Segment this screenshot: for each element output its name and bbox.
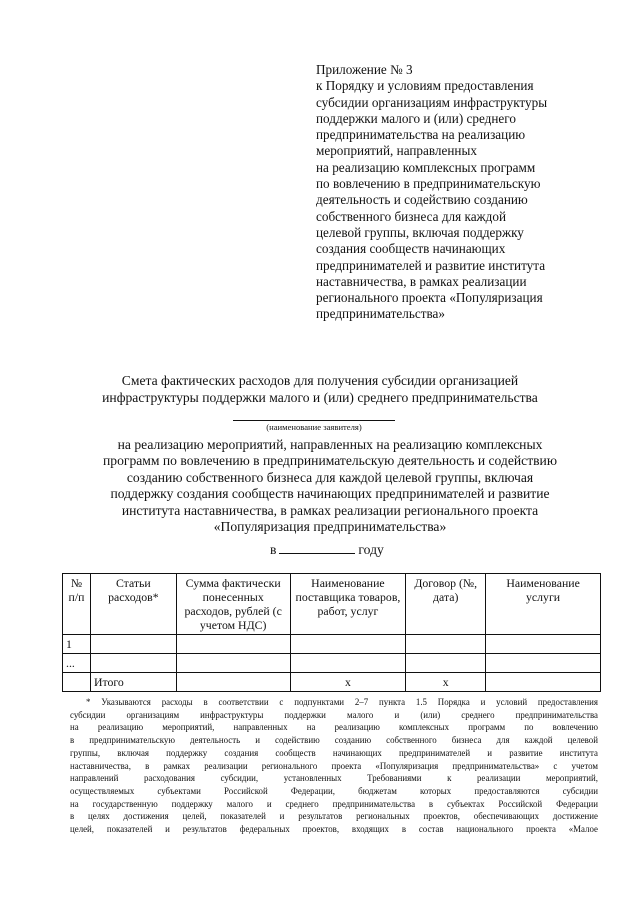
table-cell[interactable] [486, 654, 601, 673]
title-line-2: инфраструктуры поддержки малого и (или) среднего предпринимательства [102, 389, 538, 405]
expense-table [62, 573, 601, 692]
appendix-line: регионального проекта «Популяризация [316, 290, 543, 306]
footnote-line: наставничества, в рамках реализации регионального проекта «Популяризация предпринимательства» с учетом [70, 760, 598, 771]
total-amount-cell[interactable] [176, 673, 290, 692]
footnote-line: в предпринимательскую деятельность и содействию созданию собственного бизнеса для каждой целевой [70, 735, 598, 746]
purpose-line: поддержку создания сообществ начинающих предпринимателей и развитие [110, 486, 550, 502]
appendix-line: к Порядку и условиям предоставления [316, 78, 534, 94]
table-header-row [63, 574, 601, 635]
header-expense-items: Статьи расходов* [90, 574, 176, 635]
appendix-line: предпринимательства на реализацию [316, 127, 526, 143]
footnote-line: субсидии организациям инфраструктуры поддержки малого и (или) среднего предпринимательства [70, 709, 598, 720]
appendix-line: создания сообществ начинающих [316, 241, 506, 257]
purpose-text [50, 437, 610, 535]
purpose-line: программ по вовлечению в предпринимательскую деятельность и содействию [103, 453, 557, 469]
appendix-line: собственного бизнеса для каждой [316, 208, 507, 224]
document-title [40, 373, 600, 406]
appendix-line: предпринимателей и развитие института [316, 257, 546, 273]
table-row [63, 654, 601, 673]
header-service-name: Наименование услуги [486, 574, 601, 635]
header-contract: Договор (№, дата) [406, 574, 486, 635]
table-cell[interactable] [176, 654, 290, 673]
appendix-line: предпринимательства» [316, 306, 445, 322]
table-cell: x [406, 673, 486, 692]
appendix-line: деятельность и содействию созданию [316, 192, 528, 208]
table-cell[interactable] [406, 635, 486, 654]
header-number: № п/п [63, 574, 91, 635]
footnote-line: на реализацию мероприятий, направленных на реализацию комплексных программ по вовлечению [70, 722, 598, 733]
table-cell[interactable] [290, 635, 406, 654]
table-cell: 1 [63, 635, 91, 654]
table-cell[interactable] [90, 654, 176, 673]
appendix-heading [316, 62, 616, 323]
table-row [63, 635, 601, 654]
applicant-caption: (наименование заявителя) [266, 422, 362, 432]
purpose-line: созданию собственного бизнеса для каждой целевой группы, включая [126, 469, 534, 485]
applicant-name-field[interactable] [233, 420, 395, 421]
table-cell[interactable] [486, 635, 601, 654]
footnote-line: на государственную поддержку малого и среднего предпринимательства в субъектах Российской Федерации [70, 798, 598, 809]
table-cell[interactable] [486, 673, 601, 692]
table-cell: x [290, 673, 406, 692]
appendix-line: на реализацию комплексных программ [316, 159, 536, 175]
appendix-line: мероприятий, направленных [316, 143, 477, 159]
appendix-line: целевой группы, включая поддержку [316, 224, 524, 240]
title-line-1: Смета фактических расходов для получения субсидии организацией [121, 373, 519, 388]
footnote-line: направлений расходования субсидии, установленных Требованиями к реализации мероприятий, [70, 773, 598, 784]
footnote [70, 696, 598, 836]
header-supplier: Наименование поставщика товаров, работ, услуг [290, 574, 406, 635]
table-cell[interactable] [290, 654, 406, 673]
footnote-line: в целях достижения целей, показателей и результатов региональных проектов, обеспечивающих достижение [70, 811, 598, 822]
purpose-line: «Популяризация предпринимательства» [213, 519, 447, 535]
header-actual-amount: Сумма фактически понесенных расходов, рублей (с учетом НДС) [176, 574, 290, 635]
footnote-line: * Указываются расходы в соответствии с подпунктами 2–7 пункта 1.5 Порядка и условий предоставления [86, 697, 598, 707]
year-suffix: году [358, 542, 384, 557]
total-label: Итого [90, 673, 176, 692]
table-cell[interactable] [90, 635, 176, 654]
table-total-row [63, 673, 601, 692]
year-prefix: в [270, 542, 277, 557]
appendix-line: по вовлечению в предпринимательскую [316, 176, 541, 192]
appendix-line: Приложение № 3 [316, 62, 413, 77]
footnote-line: группы, включая поддержку создания сообществ начинающих предпринимателей и развитие института [70, 747, 598, 758]
purpose-line: на реализацию мероприятий, направленных на реализацию комплексных [117, 437, 543, 452]
footnote-line: осуществляемых субъектами Российской Федерации, бюджетам которых предоставляются субсидии [70, 785, 598, 796]
table-cell[interactable] [406, 654, 486, 673]
appendix-line: поддержки малого и (или) среднего [316, 110, 516, 126]
table-cell: ... [63, 654, 91, 673]
purpose-line: института наставничества, в рамках реализации регионального проекта [121, 502, 539, 518]
table-cell [63, 673, 91, 692]
year-row [270, 541, 384, 558]
appendix-line: наставничества, в рамках реализации [316, 273, 527, 289]
appendix-line: субсидии организациям инфраструктуры [316, 94, 548, 110]
table-cell[interactable] [176, 635, 290, 654]
year-field[interactable] [279, 541, 355, 554]
footnote-line: целей, показателей и результатов федеральных проектов, входящих в состав национального проекта «Малое [70, 824, 598, 835]
